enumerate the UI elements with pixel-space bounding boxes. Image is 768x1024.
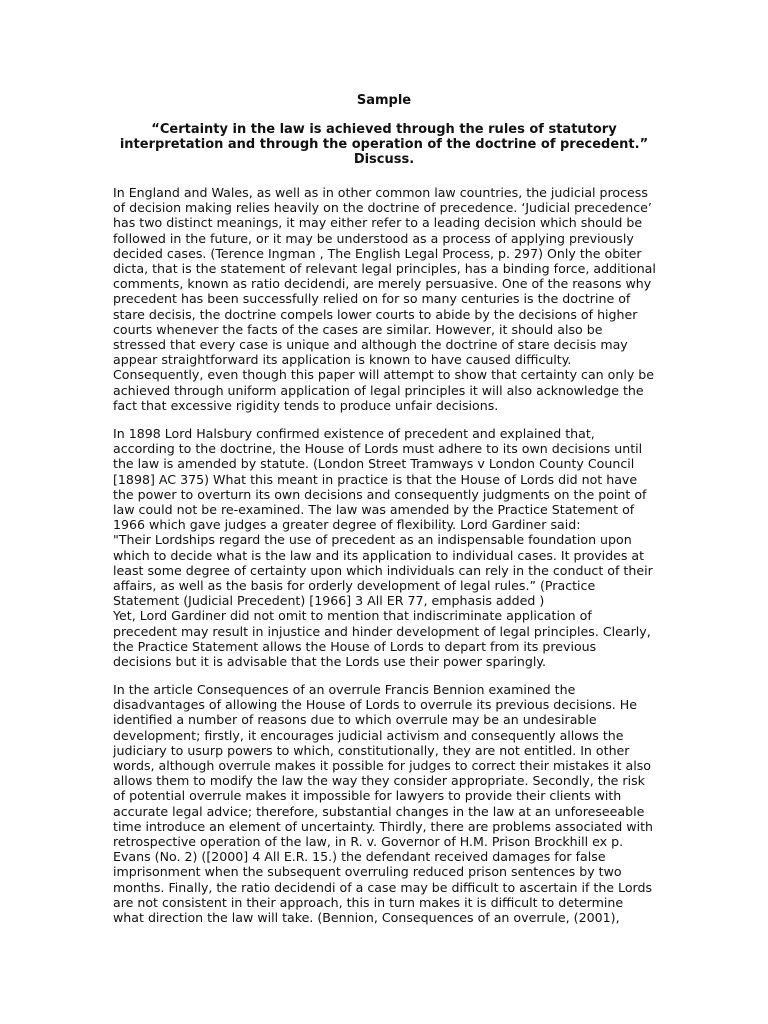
paragraph-3: In the article Consequences of an overrule Francis Bennion examined the disadvantages of allowing the House of Lords to overrule its previous decisions. He identified a number of reasons due to which overrule may be an undesirable development; firstly, it encourages judicial activism and consequently allows the judiciary to usurp powers to which, constitutionally, they are not entitled. In other words, although overrule makes it possible for judges to correct their mistakes it also allows them to modify the law the way they consider appropriate. Secondly, the risk of potential overrule makes it impossible for lawyers to provide their clients with accurate legal advice; therefore, substantial changes in the law at an unforeseeable time introduce an element of uncertainty. Thirdly, there are problems associated with retrospective operation of the law, in R. v. Governor of H.M. Prison Brockhill ex p. Evans (No. 2) ([2000] 4 All E.R. 15.) the defendant received damages for false imprisonment when the subsequent overruling reduced prison sentences by two months. Finally, the ratio decidendi of a case may be difficult to ascertain if the Lords are not consistent in their approach, this in turn makes it is difficult to determine what direction the law will take. (Bennion, Consequences of an overrule, (2001),	[113, 682, 653, 926]
paragraph-2: In 1898 Lord Halsbury confirmed existence of precedent and explained that, according to the doctrine, the House of Lords must adhere to its own decisions until the law is amended by statute. (London Street Tramways v London County Council [1898] AC 375) What this meant in practice is that the House of Lords did not have the power to overturn its own decisions and consequently judgments on the point of law could not be re-examined. The law was amended by the Practice Statement of 1966 which gave judges a greater degree of flexibility. Lord Gardiner said: "Their Lordships regard the use of precedent as an indispensable foundation upon which to decide what is the law and its application to individual cases. It provides at least some degree of certainty upon which individuals can rely in the conduct of their affairs, as well as the basis for orderly development of legal rules.” (Practice Statement (Judicial Precedent) [1966] 3 All ER 77, emphasis added ) Yet, Lord Gardiner did not omit to mention that indiscriminate application of precedent may result in injustice and hinder development of legal principles. Clearly, the Practice Statement allows the House of Lords to depart from its previous decisions but it is advisable that the Lords use their power sparingly.	[113, 426, 653, 670]
essay-question: “Certainty in the law is achieved through the rules of statutory interpretation and through the operation of the doctrine of precedent.” Discuss.	[119, 122, 649, 168]
document-title: Sample	[356, 93, 412, 108]
paragraph-1: In England and Wales, as well as in other common law countries, the judicial process of decision making relies heavily on the doctrine of precedence. ‘Judicial precedence’ has two distinct meanings, it may either refer to a leading decision which should be followed in the future, or it may be understood as a process of applying previously decided cases. (Terence Ingman , The English Legal Process, p. 297) Only the obiter dicta, that is the statement of relevant legal principles, has a binding force, additional comments, known as ratio decidendi, are merely persuasive. One of the reasons why precedent has been successfully relied on for so many centuries is the doctrine of stare decisis, the doctrine compels lower courts to abide by the decisions of higher courts whenever the facts of the cases are similar. However, it should also be stressed that every case is unique and although the doctrine of stare decisis may appear straightforward its application is known to have caused difficulty. Consequently, even though this paper will attempt to show that certainty can only be achieved through uniform application of legal principles it will also acknowledge the fact that excessive rigidity tends to produce unfair decisions.	[113, 185, 656, 413]
